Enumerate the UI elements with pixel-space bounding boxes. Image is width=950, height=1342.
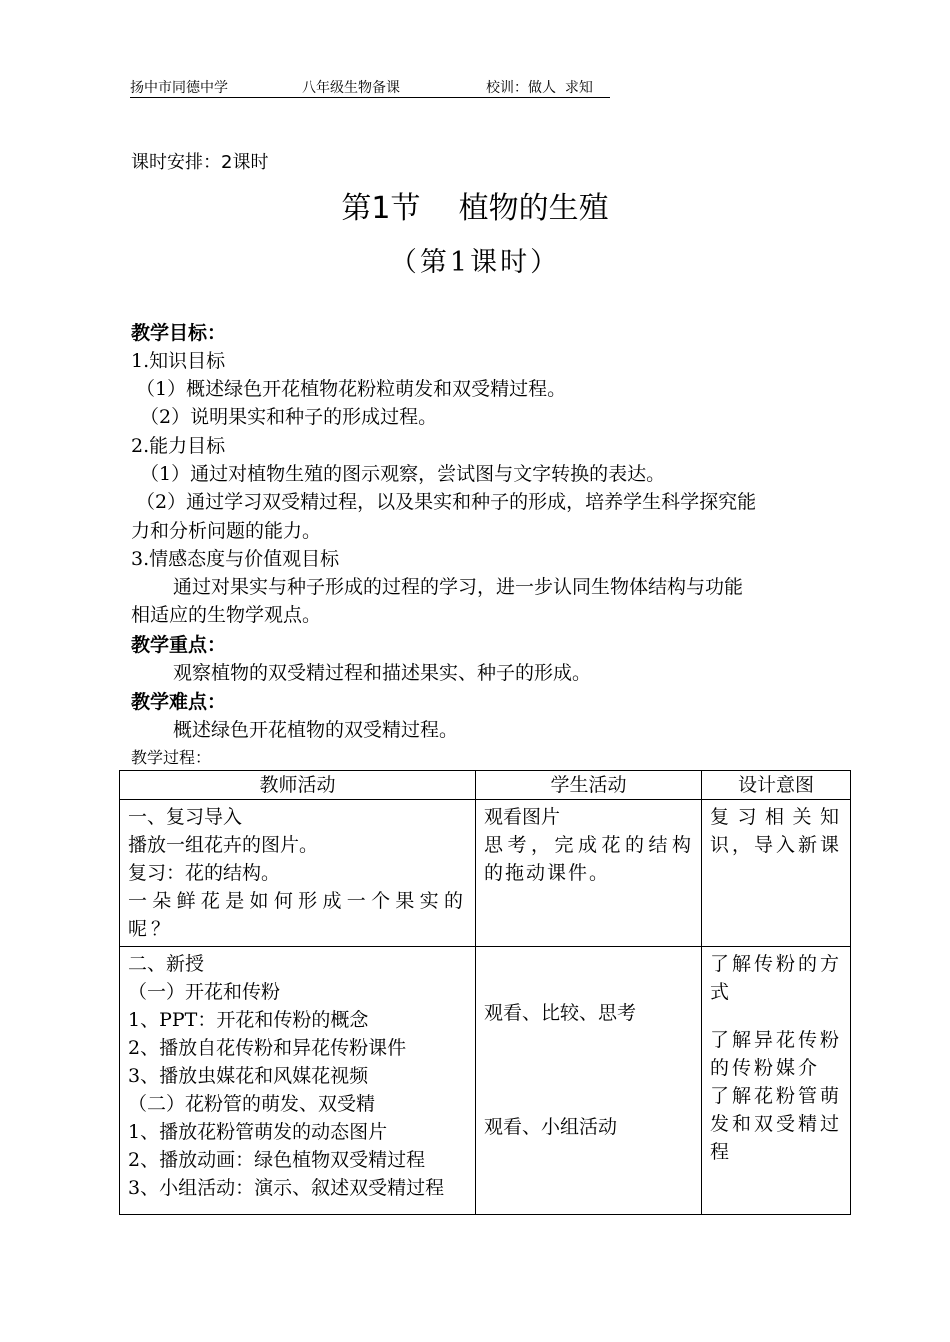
design-intent-text: 复习相关知识，导入新课: [710, 806, 843, 856]
ability-objective-title: 2.能力目标: [131, 435, 226, 457]
student-activity-line: 思考，完成花的结构的拖动课件。: [484, 834, 693, 884]
ability-item: （1）通过对植物生殖的图示观察，尝试图与文字转换的表达。: [140, 463, 666, 485]
student-activity-cell: [476, 947, 702, 1215]
table-header-row: [120, 771, 851, 800]
student-activity-line: 观看图片: [484, 806, 561, 828]
header-school: 扬中市同德中学: [130, 80, 228, 96]
teacher-activity-line: 1、播放花粉管萌发的动态图片: [128, 1121, 388, 1143]
teacher-activity-line: 1、PPT：开花和传粉的概念: [128, 1009, 369, 1031]
teacher-activity-line: 一、复习导入: [128, 806, 243, 828]
design-intent-text: 了解异花传粉的传粉媒介: [710, 1029, 843, 1079]
knowledge-item: （1）概述绿色开花植物花粉粒萌发和双受精过程。: [136, 378, 567, 400]
lesson-subtitle: （第1课时）: [389, 247, 561, 278]
teacher-activity-line: （一）开花和传粉: [128, 981, 281, 1003]
ability-item-continuation: 力和分析问题的能力。: [131, 520, 322, 542]
header-course: 八年级生物备课: [302, 80, 400, 96]
process-label: 教学过程：: [131, 748, 212, 767]
difficult-points-text: 概述绿色开花植物的双受精过程。: [173, 719, 459, 741]
key-points-text: 观察植物的双受精过程和描述果实、种子的形成。: [173, 662, 592, 684]
design-intent-cell: [702, 947, 851, 1215]
teacher-activity-line: 2、播放动画：绿色植物双受精过程: [128, 1149, 426, 1171]
teacher-activity-line: 复习：花的结构。: [128, 862, 281, 884]
lesson-title: 第1节 植物的生殖: [341, 191, 609, 226]
table-row: [120, 947, 851, 1215]
teacher-activity-cell: [120, 800, 476, 947]
header-motto: 校训：做人 求知: [486, 80, 593, 96]
student-activity-cell: [476, 800, 702, 947]
knowledge-item: （2）说明果实和种子的形成过程。: [140, 406, 438, 428]
column-header-teacher: 教师活动: [120, 771, 476, 800]
student-activity-line: 观看、比较、思考: [484, 1002, 637, 1024]
table-row: [120, 800, 851, 947]
design-intent-text: 了解传粉的方式: [710, 953, 843, 1003]
ability-item: （2）通过学习双受精过程，以及果实和种子的形成，培养学生科学探究能: [136, 491, 757, 513]
emotion-text-continuation: 相适应的生物学观点。: [131, 604, 322, 626]
knowledge-objective-title: 1.知识目标: [131, 350, 226, 372]
schedule: 课时安排：2课时: [131, 152, 269, 173]
objectives-heading: 教学目标：: [131, 322, 227, 344]
teacher-activity-line: 播放一组花卉的图片。: [128, 834, 319, 856]
difficult-points-heading: 教学难点：: [131, 691, 227, 713]
teacher-activity-line: 一朵鲜花是如何形成一个果实的呢？: [128, 890, 467, 940]
teacher-activity-line: 二、新授: [128, 953, 205, 975]
design-intent-text: 了解花粉管萌发和双受精过程: [710, 1085, 843, 1163]
design-intent-cell: [702, 800, 851, 947]
student-activity-line: 观看、小组活动: [484, 1116, 618, 1138]
teacher-activity-line: 3、播放虫媒花和风媒花视频: [128, 1065, 369, 1087]
teacher-activity-line: 2、播放自花传粉和异花传粉课件: [128, 1037, 407, 1059]
teacher-activity-line: （二）花粉管的萌发、双受精: [128, 1093, 376, 1115]
emotion-objective-title: 3.情感态度与价值观目标: [131, 548, 340, 570]
column-header-intent: 设计意图: [702, 771, 851, 800]
key-points-heading: 教学重点：: [131, 634, 227, 656]
page-header: [130, 75, 610, 98]
column-header-student: 学生活动: [476, 771, 702, 800]
emotion-text: 通过对果实与种子形成的过程的学习，进一步认同生物体结构与功能: [173, 576, 744, 598]
teaching-process-table: [119, 770, 851, 1215]
teacher-activity-line: 3、小组活动：演示、叙述双受精过程: [128, 1177, 445, 1199]
teacher-activity-cell: [120, 947, 476, 1215]
